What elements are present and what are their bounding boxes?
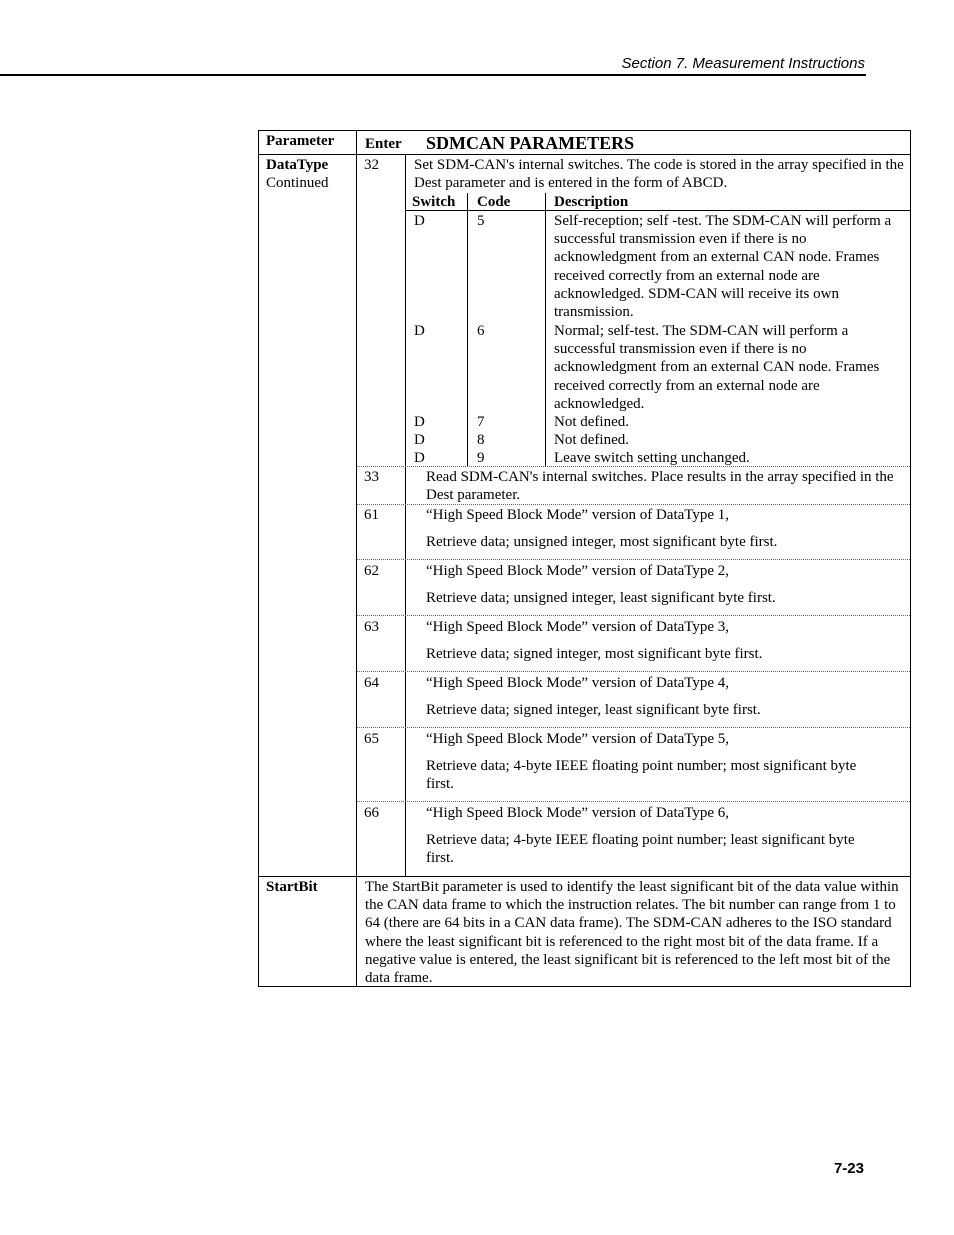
table-title: SDMCAN PARAMETERS: [426, 133, 635, 153]
code-cell: 6: [477, 323, 485, 339]
code-66: 66: [364, 805, 379, 821]
hs-entry-description: Retrieve data; signed integer, least significant byte first.: [426, 702, 761, 718]
code-33: 33: [364, 469, 379, 485]
row-separator: [357, 615, 910, 616]
code-cell: 8: [477, 432, 485, 448]
subtable-divider-switch: [467, 193, 468, 466]
switch-description: Leave switch setting unchanged.: [554, 450, 750, 466]
code-61: 61: [364, 507, 379, 523]
startbit-row-rule: [258, 876, 911, 877]
switch-description: Normal; self-test. The SDM-CAN will perform a successful transmission even if there is no acknowledgment from an external CAN node. Frames received correctly from an external node are acknowledged.: [554, 323, 880, 412]
code-65: 65: [364, 731, 379, 747]
entry-33-description: Read SDM-CAN's internal switches. Place results in the array specified in the Dest parameter.: [426, 469, 894, 504]
column-header-parameter: Parameter: [266, 133, 335, 149]
hs-entry-title: “High Speed Block Mode” version of DataType 5,: [426, 731, 730, 747]
switch-description: Not defined.: [554, 414, 629, 430]
parameter-startbit: StartBit: [266, 879, 318, 895]
row-separator: [357, 727, 910, 728]
table-header-rule: [258, 154, 911, 155]
startbit-description: The StartBit parameter is used to identify the least significant bit of the data value within the CAN data frame to which the instruction relates. The bit number can range from 1 to 64 (there are 64 bits in a CAN data frame). The SDM-CAN adheres to the ISO standard where the least significant bit is referenced to the right most bit of the data frame. If a negative value is entered, the least significant bit is referenced to the left most bit of the data frame.: [365, 879, 899, 987]
code-cell: 9: [477, 450, 485, 466]
hs-entry-description: Retrieve data; unsigned integer, most significant byte first.: [426, 534, 778, 550]
header-rule: [0, 74, 866, 76]
hs-entry-description: Retrieve data; unsigned integer, least significant byte first.: [426, 590, 776, 606]
hs-entry-title: “High Speed Block Mode” version of DataType 1,: [426, 507, 730, 523]
subtable-header-description: Description: [554, 194, 629, 210]
switch-description: Not defined.: [554, 432, 629, 448]
hs-entry-description: Retrieve data; 4-byte IEEE floating point number; most significant byte first.: [426, 758, 857, 793]
row-separator: [357, 671, 910, 672]
switch-cell: D: [414, 323, 425, 339]
switch-cell: D: [414, 213, 425, 229]
switch-cell: D: [414, 432, 425, 448]
hs-entry-title: “High Speed Block Mode” version of DataType 6,: [426, 805, 730, 821]
subtable-header-code: Code: [477, 194, 511, 210]
column-header-enter: Enter: [365, 136, 402, 152]
code-cell: 5: [477, 213, 485, 229]
subtable-header-switch: Switch: [412, 194, 456, 210]
page-number: 7-23: [833, 1160, 864, 1177]
hs-entry-title: “High Speed Block Mode” version of DataType 4,: [426, 675, 730, 691]
code-cell: 7: [477, 414, 485, 430]
switch-cell: D: [414, 414, 425, 430]
hs-entry-title: “High Speed Block Mode” version of DataType 3,: [426, 619, 730, 635]
switch-cell: D: [414, 450, 425, 466]
code-63: 63: [364, 619, 379, 635]
column-divider-enter: [405, 155, 406, 877]
subtable-divider-code: [545, 193, 546, 466]
row-separator: [357, 559, 910, 560]
running-header: Section 7. Measurement Instructions: [621, 55, 865, 72]
hs-entry-description: Retrieve data; signed integer, most significant byte first.: [426, 646, 763, 662]
entry-32-description: Set SDM-CAN's internal switches. The code is stored in the array specified in the Dest parameter and is entered in the form of ABCD.: [414, 157, 904, 192]
switch-description: Self-reception; self -test. The SDM-CAN will perform a successful transmission even if there is no acknowledgment from an external CAN node. Frames received correctly from an external node are acknowledged. SDM-CAN will receive its own transmission.: [554, 213, 892, 321]
code-32: 32: [364, 157, 379, 173]
hs-entry-description: Retrieve data; 4-byte IEEE floating point number; least significant byte first.: [426, 832, 855, 867]
code-62: 62: [364, 563, 379, 579]
parameter-datatype: DataType: [266, 157, 329, 173]
row-separator: [357, 801, 910, 802]
parameter-continued: Continued: [266, 175, 329, 191]
code-64: 64: [364, 675, 379, 691]
hs-entry-title: “High Speed Block Mode” version of DataType 2,: [426, 563, 730, 579]
